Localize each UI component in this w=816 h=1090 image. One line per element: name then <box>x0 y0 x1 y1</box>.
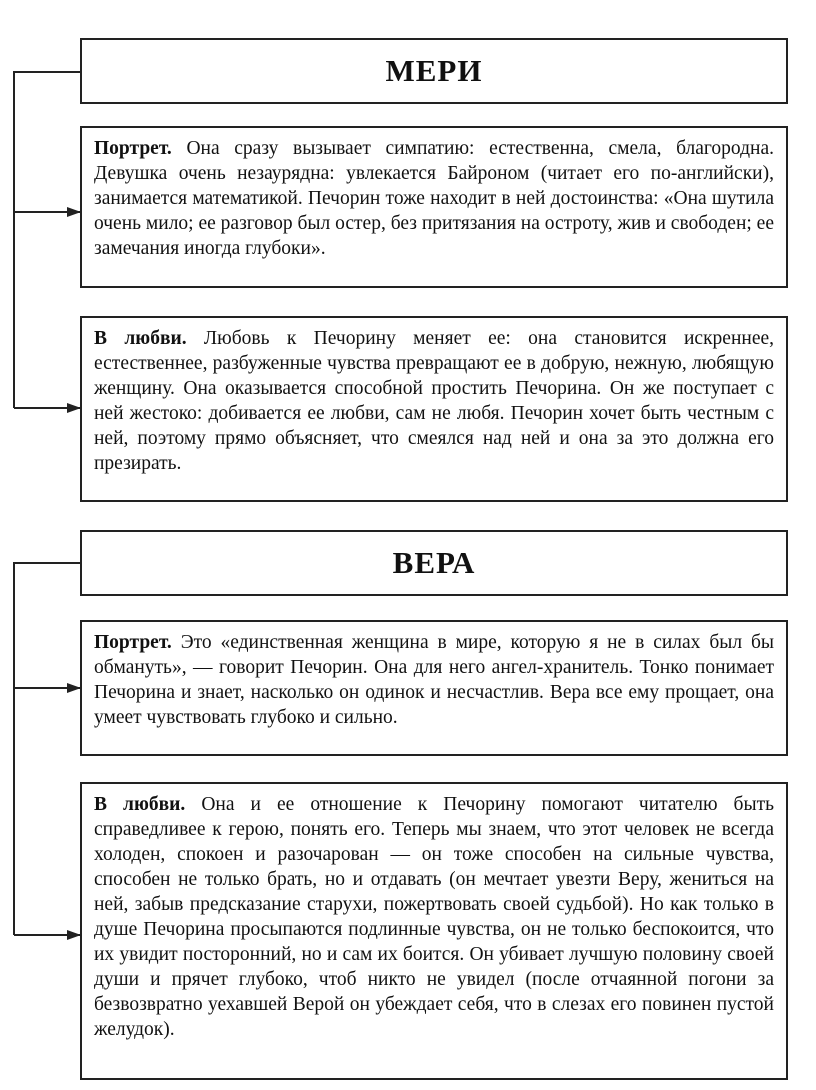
vera-title: ВЕРА <box>392 545 476 580</box>
vera-portrait-text: Это «единственная женщина в мире, которую я не в силах был бы обмануть», — говорит Печорин. Она для него ангел-хранитель. Тонко понимает Печорина и знает, насколько он одинок и несчастлив. Вера все ему прощает, она умеет чувствовать глубоко и сильно. <box>94 632 774 728</box>
meri-love-label: В любви. <box>94 328 187 349</box>
meri-portrait-label: Портрет. <box>94 138 172 159</box>
meri-portrait-box <box>80 126 788 288</box>
meri-connector-trunk <box>14 72 80 408</box>
vera-love-text: Она и ее отношение к Печорину помогают читателю быть справедливее к герою, понять его. Теперь мы знаем, что этот человек не всегда холоден, спокоен и разочарован — он тоже способен на сильные чувства, способен не только брать, но и отдавать (он мечтает увезти Веру, жениться на ней, забыв предсказание старухи, пожертвовать своей судьбой). Но как только в душе Печорина просыпаются подлинные чувства, он не только беспокоится, что их увидит посторонний, но и сам их боится. Он убивает лучшую половину своей души и прячет глубоко, чтоб никто не увидел (после отчаянной погони за безвозвратно уехавшей Верой он убеждает себя, что в слезах его повинен пустой желудок). <box>94 794 774 1040</box>
vera-title-box <box>80 530 788 596</box>
meri-love-text: Любовь к Печорину меняет ее: она становится искреннее, естественнее, разбуженные чувства превращают ее в добрую, нежную, любящую женщину. Она оказывается способной простить Печорина. Он же поступает с ней жестоко: добивается ее любви, сам не любя. Печорин хочет быть честным с ней, поэтому прямо объясняет, что смеялся над ней и она за это должна его презирать. <box>94 328 775 474</box>
meri-title: МЕРИ <box>385 53 483 88</box>
meri-love-box <box>80 316 788 502</box>
vera-love-label: В любви. <box>94 794 186 815</box>
meri-portrait-text: Она сразу вызывает симпатию: естественна, смела, благородна. Девушка очень незаурядна: увлекается Байроном (читает его по-английски), занимается математикой. Печорин тоже находит в ней достоинства: «Она шутила очень мило; ее разговор был остер, без притязания на остроту, жив и свободен; ее замечания иногда глубоки». <box>94 138 774 259</box>
vera-connector-trunk <box>14 563 80 935</box>
meri-title-box <box>80 38 788 104</box>
vera-portrait-box <box>80 620 788 756</box>
vera-love-box <box>80 782 788 1080</box>
vera-portrait-label: Портрет. <box>94 632 172 653</box>
